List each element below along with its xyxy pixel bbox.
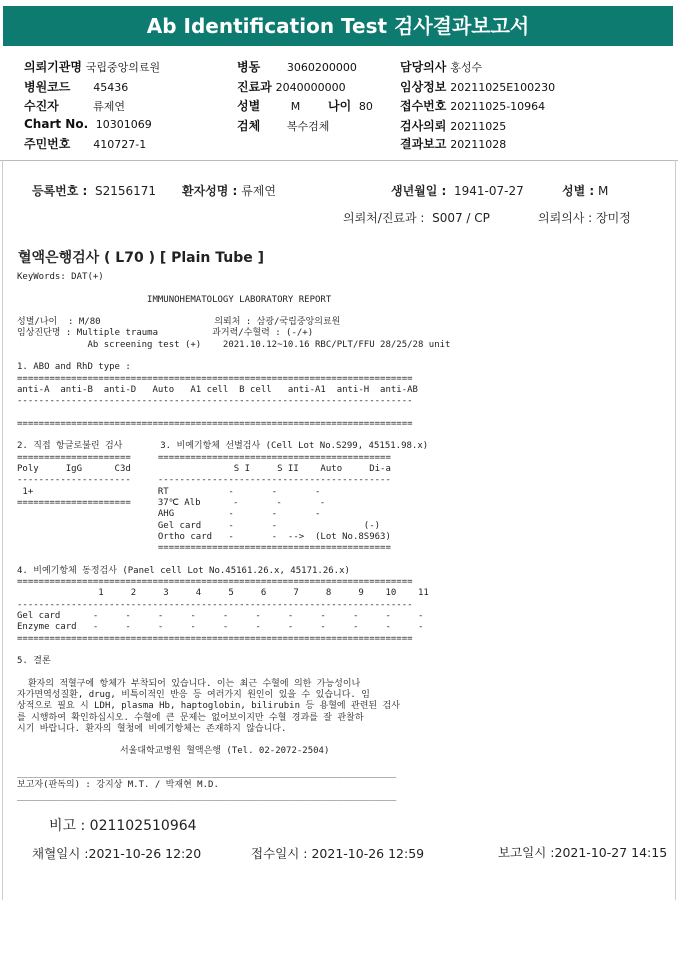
header-row bbox=[237, 97, 300, 114]
field-label: 진료과 bbox=[237, 80, 272, 94]
field-label: Chart No. bbox=[24, 117, 89, 131]
report-label: 보고일시 : bbox=[498, 845, 555, 860]
age-label: 나이 bbox=[328, 99, 352, 113]
field-value: 45436 bbox=[93, 81, 129, 94]
note-label: 비고 : bbox=[49, 818, 86, 834]
department bbox=[343, 209, 490, 226]
field-value: 20211028 bbox=[450, 138, 507, 151]
field-value: 20211025-10964 bbox=[450, 100, 546, 113]
sex-label: 성별 : bbox=[562, 184, 595, 198]
field-value: 홍성수 bbox=[450, 61, 483, 74]
header-row bbox=[328, 97, 373, 114]
lab-report-body: KeyWords: DAT(+) IMMUNOHEMATOLOGY LABORATORY REPORT 성별/나이 : M/80 의뢰처 : 삼광/국립중앙의료원 임상진단명 : Multiple trauma 과거력/수혈력 : (-/+) Ab screening test (+) 2021.10.12~10.16 RBC/PLT/FFU 28/25/28 unit 1. ABO and RhD type : ========================================================================= anti-A anti-B anti-D Auto A1 cell B cell anti-A1 anti-H anti-AB ------------------------------------------------------------------------- ========================================================================= 2. 직접 항글로불린 검사 3. 비예기항체 선별검사 (Cell Lot No.S299, 45151.98.x) ===================== =========================================== Poly IgG C3d S I S II Auto Di-a --------------------- ------------------------------------------- 1+ RT - - - ===================== 37℃ Alb - - - AHG - - - Gel card - - (-) Ortho card - - --> (Lot No.8S963) =========================================== 4. 비예기항체 동정검사 (Panel cell Lot No.45161.26.x, 45171.26.x) ========================================================================= 1 2 3 4 5 6 7 8 9 10 11 ------------------------------------------------------------------------- Gel card - - - - - - - - - - - Enzyme card - - - - - - - - - - - ========================================================================= 5. 결론 환자의 적혈구에 항체가 부착되어 있습니다. 이는 최근 수혈에 의한 가능성이나 자가면역성질환, drug, 비특이적인 반응 등 여러가지 원인이 있을 수 있습니다. 임 상적으로 필요 시 LDH, plasma Hb, haptoglobin, bilirubin 등 용혈에 관련된 검사 를 시행하여 확인하십시오. 수혈에 큰 문제는 없어보이지만 수혈 경과를 잘 관찰하 시기 바랍니다. 환자의 혈청에 비예기항체는 존재하지 않습니다. 서울대학교병원 혈액은행 (Tel. 02-2072-2504) ______________________________________________________________________ 보고자(판독의) : 강지상 M.T. / 박재현 M.D. ______________________________________________________________________ bbox=[17, 272, 451, 802]
remark bbox=[49, 815, 197, 835]
requesting-doctor bbox=[538, 209, 631, 226]
field-label: 검사의뢰 bbox=[400, 119, 447, 133]
exam-title: 혈액은행검사 ( L70 ) [ Plain Tube ] bbox=[18, 250, 265, 266]
page-border-left bbox=[2, 160, 3, 900]
report-time bbox=[498, 843, 667, 861]
field-label: 결과보고 bbox=[400, 137, 447, 151]
patient-sex bbox=[562, 182, 608, 199]
doc-label: 의뢰의사 : bbox=[538, 211, 593, 225]
receive-label: 접수일시 : bbox=[251, 846, 308, 861]
name-label: 환자성명 : bbox=[182, 184, 238, 198]
sex-value: M bbox=[598, 184, 609, 198]
field-value: 복수검체 bbox=[286, 120, 330, 133]
header-row bbox=[24, 135, 146, 152]
date-of-birth bbox=[391, 182, 524, 199]
header-row bbox=[24, 78, 128, 95]
field-value: 20211025E100230 bbox=[450, 81, 556, 94]
field-label: 접수번호 bbox=[400, 99, 447, 113]
field-value: 2040000000 bbox=[275, 81, 346, 94]
header-row bbox=[24, 58, 160, 75]
field-value: 국립중앙의료원 bbox=[85, 61, 161, 74]
header-row bbox=[400, 117, 506, 134]
note-value: 021102510964 bbox=[89, 818, 197, 834]
field-value: 3060200000 bbox=[286, 61, 357, 74]
header-row bbox=[237, 58, 357, 75]
report-title: Ab Identification Test 검사결과보고서 bbox=[3, 6, 673, 46]
age-value: 80 bbox=[358, 100, 373, 113]
field-label: 병동 bbox=[237, 60, 261, 74]
reg-value: S2156171 bbox=[95, 184, 157, 198]
collect-label: 채혈일시 : bbox=[32, 846, 89, 861]
field-label: 검체 bbox=[237, 119, 261, 133]
field-label: 담당의사 bbox=[400, 60, 447, 74]
field-label: 병원코드 bbox=[24, 80, 71, 94]
header-row bbox=[237, 78, 346, 95]
doc-value: 장미정 bbox=[596, 211, 631, 225]
page-border-right bbox=[675, 160, 676, 900]
collect-value: 2021-10-26 12:20 bbox=[88, 846, 202, 861]
field-value: 20211025 bbox=[450, 120, 507, 133]
field-value: M bbox=[290, 100, 301, 113]
field-label: 수진자 bbox=[24, 99, 59, 113]
receive-value: 2021-10-26 12:59 bbox=[311, 846, 425, 861]
header-row bbox=[24, 117, 152, 131]
header-row bbox=[237, 117, 329, 134]
dept-value: S007 / CP bbox=[432, 211, 490, 225]
collection-time bbox=[32, 844, 201, 862]
reg-label: 등록번호 : bbox=[32, 184, 88, 198]
field-label: 임상정보 bbox=[400, 80, 447, 94]
report-value: 2021-10-27 14:15 bbox=[554, 845, 668, 860]
registration-number bbox=[32, 182, 156, 199]
dept-label: 의뢰처/진료과 : bbox=[343, 211, 425, 225]
field-label: 성별 bbox=[237, 99, 261, 113]
field-value: 10301069 bbox=[95, 118, 152, 131]
dob-label: 생년월일 : bbox=[391, 184, 447, 198]
header-row bbox=[400, 135, 506, 152]
header-row bbox=[400, 78, 555, 95]
header-row bbox=[24, 97, 125, 114]
dob-value: 1941-07-27 bbox=[454, 184, 524, 198]
receipt-time bbox=[251, 844, 424, 862]
header-row bbox=[400, 97, 545, 114]
field-label: 주민번호 bbox=[24, 137, 71, 151]
field-value: 410727-1 bbox=[93, 138, 147, 151]
field-label: 의뢰기관명 bbox=[24, 60, 82, 74]
divider bbox=[0, 160, 678, 161]
header-row bbox=[400, 58, 482, 75]
patient-name bbox=[182, 182, 276, 199]
field-value: 류제연 bbox=[93, 100, 126, 113]
name-value: 류제연 bbox=[241, 184, 276, 198]
